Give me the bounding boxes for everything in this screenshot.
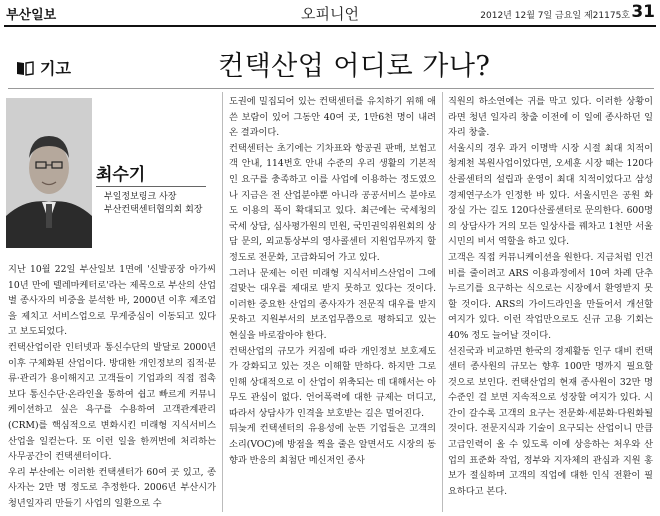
article-headline: 컨택산업 어디로 가나? <box>218 51 491 82</box>
book-icon <box>16 60 34 76</box>
paragraph: 뒤늦게 컨택센터의 유용성에 눈뜬 기업들은 고객의 소리(VOC)에 방점을 찍을 줄은 알면서도 시장의 동향과 반응의 최첨단 메신저인 종사 <box>229 423 436 466</box>
author-rule <box>96 186 206 187</box>
paragraph: 컨택산업의 규모가 커짐에 따라 개인정보 보호제도가 강화되고 있는 것은 이해할 만하다. 하지만 그로 인해 상대적으로 이 산업이 위축되는 데 대해서는 아무도 관심이 없다. 언어폭력에 대한 규제는 더디고, 따라서 상담사가 인격을 보호받는 길은 멀어진다. <box>229 345 436 419</box>
page-number: 31 <box>631 2 655 22</box>
article-column-1 <box>8 262 216 512</box>
paragraph: 우리 부산에는 이러한 컨택센터가 60여 곳 있고, 종사자는 2만 명 정도로 추정한다. 2006년 부산시가 청년일자리 만들기 사업의 일환으로 수 <box>8 466 216 509</box>
column-divider <box>222 92 223 512</box>
newspaper-name: 부산일보 <box>6 8 57 23</box>
author-affiliation <box>104 191 203 217</box>
paragraph: 컨택센터는 초기에는 기차표와 항공권 판매, 보험고객 안내, 114번호 안내 수준의 우리 생활의 기본적인 요구를 충족하고 이를 사업에 이용하는 정도였으나 지금은 전 산업분야뿐 아니라 공공서비스 분야로도 이용의 폭이 확대되고 있다. 최근에는 국세청의 국세 상담, 심사평가원의 민원, 국민권익위원회의 상담 문의, 외교통상부의 영사콜센터 지원업무까지 할 정도로 전문화, 고급화되어 가고 있다. <box>229 142 436 263</box>
author-title-line: 부일정보링크 사장 <box>104 192 177 202</box>
article-column-2 <box>229 94 436 468</box>
issue-date-number: 2012년 12월 7일 금요일 제21175호 <box>480 11 630 21</box>
paragraph: 도권에 밀집되어 있는 컨택센터를 유치하기 위해 애쓴 보람이 있어 그동안 40여 곳, 1만6천 명이 내려온 결과이다. <box>229 96 436 139</box>
header-rule <box>4 25 656 27</box>
headline-rule <box>8 88 654 89</box>
page-header <box>0 0 660 24</box>
column-divider <box>442 92 443 512</box>
paragraph: 선진국과 비교하면 한국의 경제활동 인구 대비 컨택센터 종사원의 규모는 향후 100만 명까지 필요할 것으로 보인다. 컨택산업의 현재 종사원이 32만 명 수준인 걸 보면 지속적으로 성장할 여지가 있다. 시간이 갈수록 고객의 요구는 전문화·세분화·다원화될 것이다. 전문지식과 기술이 요구되는 산업이니 만큼 고급인력이 올 수 있도록 이에 상응하는 처우와 산업의 표준화 작업, 정부와 지자체의 관심과 지원 홍보가 절실하며 고객의 직업에 대한 인식 전환이 필요하다고 본다. <box>448 345 653 497</box>
category-label <box>16 56 71 79</box>
paragraph: 그러나 문제는 이런 미래형 지식서비스산업이 그에 걸맞는 대우를 제대로 받지 못하고 있다는 것이다. 이러한 중요한 산업의 종사자가 전문직 대우를 받지 못하고 지원부서의 보조업무쯤으로 평하되고 있는 현실을 바로잡아야 한다. <box>229 267 436 341</box>
article-column-3 <box>448 94 653 499</box>
category-text: 기고 <box>40 59 71 78</box>
paragraph: 직원의 하소연에는 귀를 막고 있다. 이러한 상황이라면 청년 일자리 창출 이전에 이 일에 종사하던 일자리 창출. <box>448 96 653 139</box>
paragraph: 고객은 직접 커뮤니케이션을 원한다. 지금처럼 인건비를 줄이려고 ARS 이용과정에서 10여 차례 단추 누르기를 요구하는 식으로는 시장에서 환영받지 못할 것이다. ARS의 가이드라인을 만들어서 개선할 여지가 있다. 이런 작업만으로도 신규 고용 기회는 40% 정도 늘어날 것이다. <box>448 251 653 341</box>
author-name: 최수기 <box>96 165 146 185</box>
paragraph: 컨택산업이란 인터넷과 통신수단의 발달로 2000년 이후 구체화된 산업이다. 방대한 개인정보의 집적·분류·관리가 용이해지고 고객들이 기업과의 직접 접촉보다 통신수단·온라인을 통하여 쉽고 빠르게 커뮤니케이션하고 싶은 욕구를 수용하여 고객관계관리(CRM)를 핵심적으로 변화시킨 미래형 지식서비스산업을 일컫는다. 또 이런 일을 한꺼번에 처리하는 사무공간이 컨택센터이다. <box>8 341 216 463</box>
section-title: 오피니언 <box>301 5 359 23</box>
paragraph: 서울시의 경우 과거 이명박 시장 시절 최대 치적이 청계천 복원사업이었다면, 오세훈 시장 때는 120다산콜센터의 설립과 운영이 최대 치적이었다고 삼성경제연구소가 인정한 바 있다. 서울시민은 공원 화장실 가는 길도 120다산콜센터로 문의한다. 600명의 상담사가 거의 모든 일상사를 꿰차고 1천만 서울 시민의 비서 역할을 하고 있다. <box>448 142 653 248</box>
author-photo <box>6 98 92 248</box>
paragraph: 지난 10월 22일 부산일보 1면에 '신발공장 아가씨 10년 만에 텔레마케터로'라는 제목으로 부산의 산업별 종사자의 비중을 분석한 바, 2000년 이후 제조업을 제치고 서비스업으로 무게중심이 이동되고 있다고 보도되었다. <box>8 264 216 338</box>
author-title-line: 부산컨택센터협의회 회장 <box>104 205 203 215</box>
